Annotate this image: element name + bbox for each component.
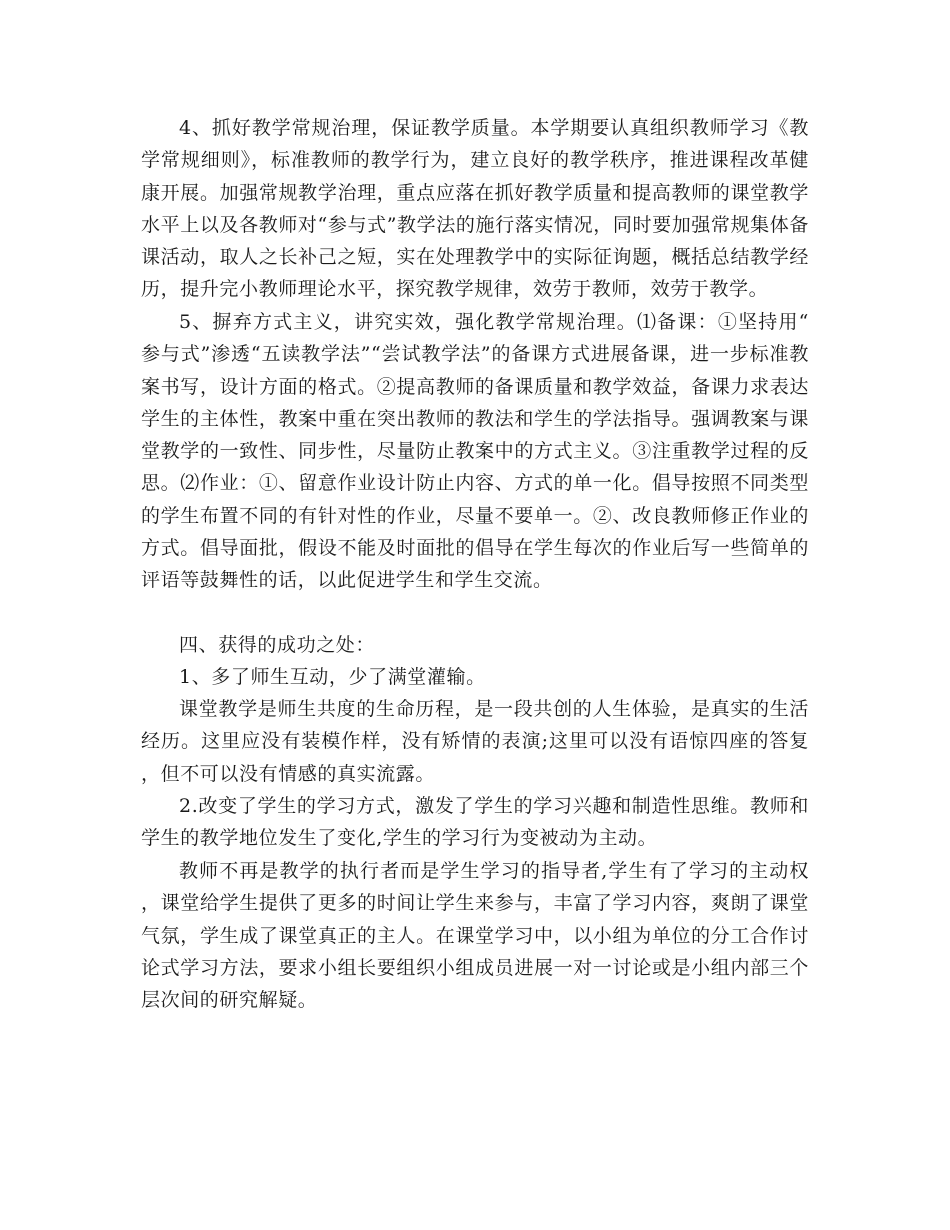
section-heading-successes: 四、获得的成功之处：	[179, 634, 376, 656]
paragraph-teaching-routine: 4、抓好教学常规治理，保证教学质量。本学期要认真组织教师学习《教学常规细则》，标准教师的教学行为，建立良好的教学秩序，推进课程改革健康开展。加强常规教学治理，重点应落在抓好教学质量和提高教师的课堂教学水平上以及各教师对“参与式”教学法的施行落实情况，同时要加强常规集体备课活动，取人之长补己之短，实在处理教学中的实际征询题，概括总结教学经历，提升完小教师理论水平，探究教学规律，效劳于教师，效劳于教学。	[141, 117, 809, 301]
paragraph-learning-style: 2.改变了学生的学习方式，激发了学生的学习兴趣和制造性思维。教师和学生的教学地位发生了变化,学生的学习行为变被动为主动。	[141, 795, 809, 850]
paragraph-abandon-formalism: 5、摒弃方式主义，讲究实效，强化教学常规治理。⑴备课：①坚持用“参与式”渗透“五读教学法”“尝试教学法”的备课方式进展备课，进一步标准教案书写，设计方面的格式。②提高教师的备课质量和教学效益，备课力求表达学生的主体性，教案中重在突出教师的教法和学生的学法指导。强调教案与课堂教学的一致性、同步性，尽量防止教案中的方式主义。③注重教学过程的反思。⑵作业：①、留意作业设计防止内容、方式的单一化。倡导按照不同类型的学生布置不同的有针对性的作业，尽量不要单一。②、改良教师修正作业的方式。倡导面批，假设不能及时面批的倡导在学生每次的作业后写一些简单的评语等鼓舞性的话，以此促进学生和学生交流。	[141, 311, 809, 592]
subheading-interaction: 1、多了师生互动，少了满堂灌输。	[179, 666, 486, 688]
paragraph-student-guidance: 教师不再是教学的执行者而是学生学习的指导者,学生有了学习的主动权，课堂给学生提供了更多的时间让学生来参与，丰富了学习内容，爽朗了课堂气氛，学生成了课堂真正的主人。在课堂学习中，以小组为单位的分工合作讨论式学习方法，要求小组长要组织小组成员进展一对一讨论或是小组内部三个层次间的研究解疑。	[141, 860, 809, 1012]
paragraph-classroom-experience: 课堂教学是师生共度的生命历程，是一段共创的人生体验，是真实的生活经历。这里应没有装模作样，没有矫情的表演;这里可以没有语惊四座的答复，但不可以没有情感的真实流露。	[141, 698, 809, 785]
document-body	[141, 112, 809, 1017]
